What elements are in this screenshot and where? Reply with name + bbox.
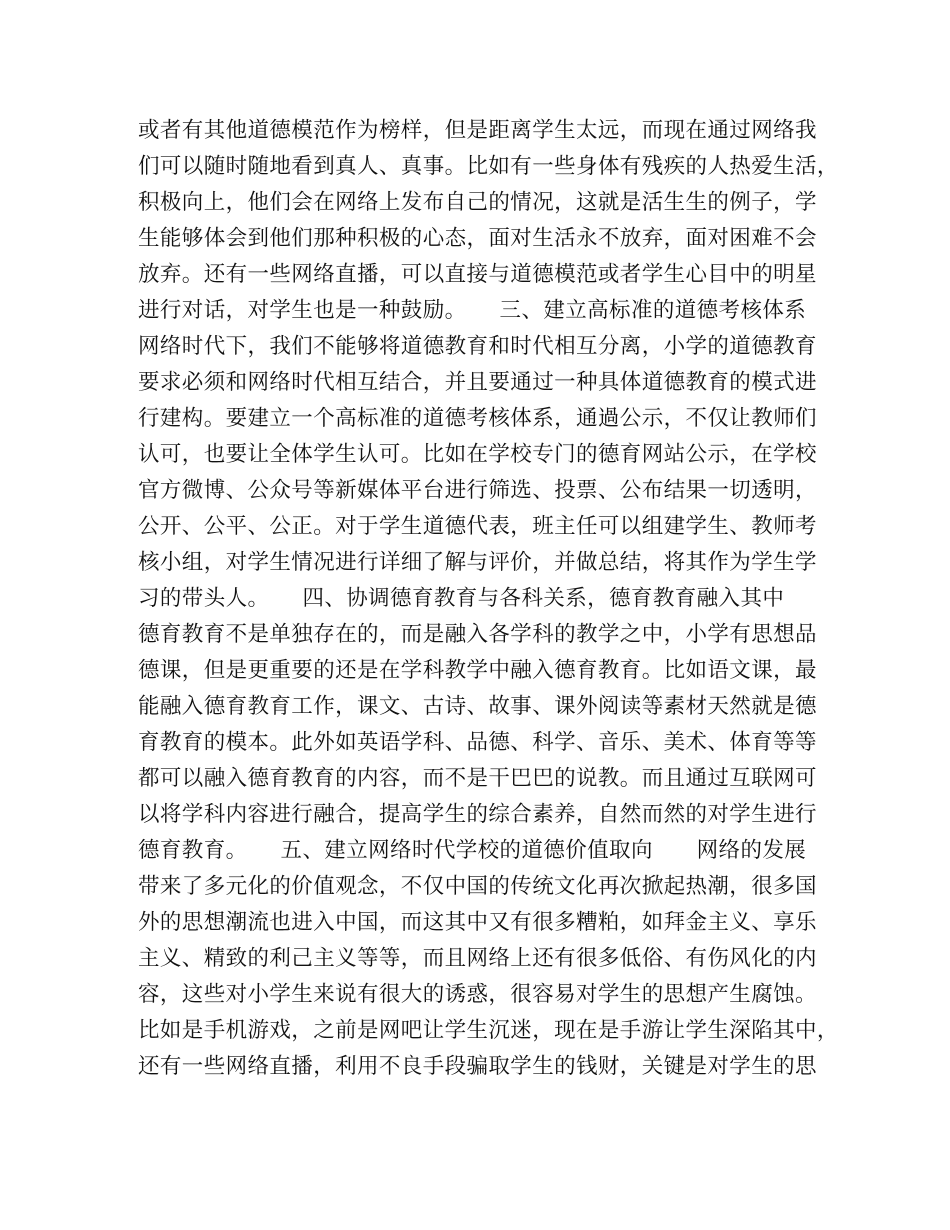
text-line: 育教育的模本。此外如英语学科、品德、科学、音乐、美术、体育等等 <box>138 730 817 755</box>
text-line: 生能够体会到他们那种积极的心态，面对生活永不放弃，面对困难不会 <box>138 226 817 251</box>
text-line: 认可，也要让全体学生认可。比如在学校专门的德育网站公示，在学校 <box>138 442 817 467</box>
text-line: 积极向上，他们会在网络上发布自己的情况，这就是活生生的例子，学 <box>138 190 817 215</box>
text-line: 进行对话，对学生也是一种鼓励。 三、建立高标准的道德考核体系 <box>138 298 807 323</box>
text-line: 习的带头人。 四、协调德育教育与各科关系，德育教育融入其中 <box>138 586 785 611</box>
text-line: 公开、公平、公正。对于学生道德代表，班主任可以组建学生、教师考 <box>138 514 817 539</box>
text-line: 比如是手机游戏，之前是网吧让学生沉迷，现在是手游让学生深陷其中， <box>138 1018 839 1043</box>
text-line: 行建构。要建立一个高标准的道德考核体系，通過公示，不仅让教师们 <box>138 406 817 431</box>
text-line: 官方微博、公众号等新媒体平台进行筛选、投票、公布结果一切透明， <box>138 478 817 503</box>
text-line: 主义、精致的利己主义等等，而且网络上还有很多低俗、有伤风化的内 <box>138 946 817 971</box>
text-line: 外的思想潮流也进入中国，而这其中又有很多糟粕，如拜金主义、享乐 <box>138 910 817 935</box>
text-line: 还有一些网络直播，利用不良手段骗取学生的钱财，关键是对学生的思 <box>138 1054 817 1079</box>
text-line: 网络时代下，我们不能够将道德教育和时代相互分离，小学的道德教育 <box>138 334 817 359</box>
text-line: 要求必须和网络时代相互结合，并且要通过一种具体道德教育的模式进 <box>138 370 817 395</box>
text-line: 德育教育不是单独存在的，而是融入各学科的教学之中，小学有思想品 <box>138 622 817 647</box>
text-line: 带来了多元化的价值观念，不仅中国的传统文化再次掀起热潮，很多国 <box>138 874 817 899</box>
text-line: 放弃。还有一些网络直播，可以直接与道德模范或者学生心目中的明星 <box>138 262 817 287</box>
body-text <box>138 113 839 1085</box>
text-line: 能融入德育教育工作，课文、古诗、故事、课外阅读等素材天然就是德 <box>138 694 817 719</box>
text-line: 或者有其他道德模范作为榜样，但是距离学生太远，而现在通过网络我 <box>138 118 817 143</box>
text-line: 核小组，对学生情况进行详细了解与评价，并做总结，将其作为学生学 <box>138 550 817 575</box>
text-line: 以将学科内容进行融合，提高学生的综合素养，自然而然的对学生进行 <box>138 802 817 827</box>
text-line: 们可以随时随地看到真人、真事。比如有一些身体有残疾的人热爱生活， <box>138 154 839 179</box>
text-line: 容，这些对小学生来说有很大的诱惑，很容易对学生的思想产生腐蚀。 <box>138 982 817 1007</box>
text-line: 德育教育。 五、建立网络时代学校的道德价值取向 网络的发展 <box>138 838 807 863</box>
text-line: 都可以融入德育教育的内容，而不是干巴巴的说教。而且通过互联网可 <box>138 766 817 791</box>
text-line: 德课，但是更重要的还是在学科教学中融入德育教育。比如语文课，最 <box>138 658 817 683</box>
